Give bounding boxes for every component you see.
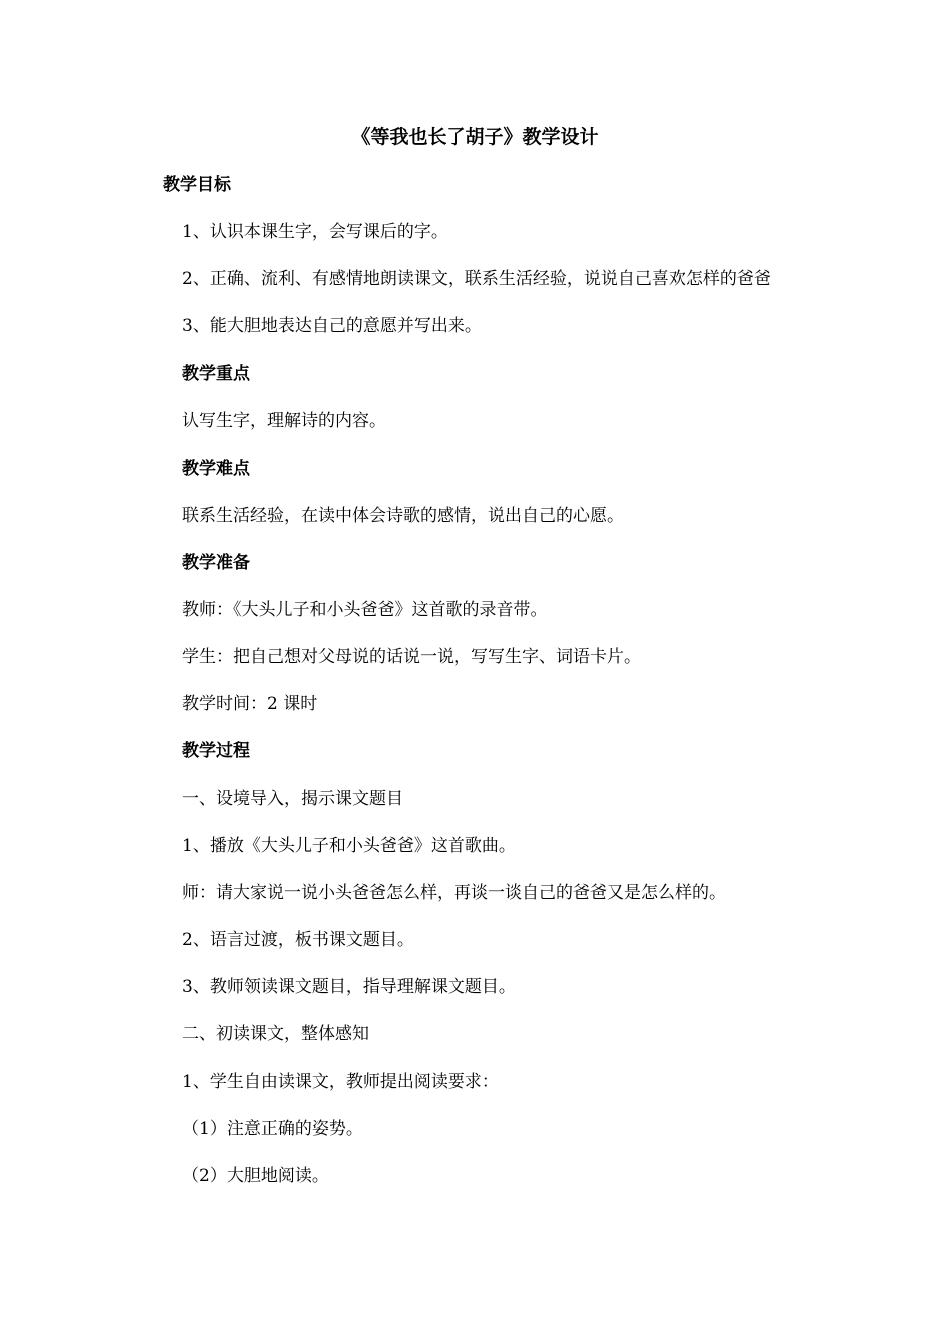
preparation-item: 学生：把自己想对父母说的话说一说，写写生字、词语卡片。 (182, 647, 641, 667)
preparation-item: 教师：《大头儿子和小头爸爸》这首歌的录音带。 (182, 600, 548, 620)
process-item: 师：请大家说一说小头爸爸怎么样，再谈一谈自己的爸爸又是怎么样的。 (182, 883, 726, 903)
key-points-text: 认写生字，理解诗的内容。 (182, 411, 386, 431)
heading-key-points: 教学重点 (182, 364, 250, 384)
goal-item: 1、认识本课生字，会写课后的字。 (182, 222, 448, 242)
heading-preparation: 教学准备 (182, 553, 250, 573)
difficulties-text: 联系生活经验，在读中体会诗歌的感情，说出自己的心愿。 (182, 506, 624, 526)
process-item: （2）大胆地阅读。 (182, 1166, 329, 1186)
document-title: 《等我也长了胡子》教学设计 (351, 126, 599, 148)
process-item: （1）注意正确的姿势。 (182, 1119, 363, 1139)
heading-difficulties: 教学难点 (182, 459, 250, 479)
process-item: 2、语言过渡，板书课文题目。 (182, 930, 414, 950)
process-item: 3、教师领读课文题目，指导理解课文题目。 (182, 977, 516, 997)
goal-item: 2、正确、流利、有感情地朗读课文，联系生活经验，说说自己喜欢怎样的爸爸 (182, 269, 771, 289)
teaching-time: 教学时间：2 课时 (182, 694, 318, 714)
process-item: 一、设境导入，揭示课文题目 (182, 789, 403, 809)
process-item: 1、播放《大头儿子和小头爸爸》这首歌曲。 (182, 836, 516, 856)
heading-goals: 教学目标 (163, 175, 231, 195)
goal-item: 3、能大胆地表达自己的意愿并写出来。 (182, 316, 482, 336)
process-item: 二、初读课文，整体感知 (182, 1024, 369, 1044)
heading-process: 教学过程 (182, 741, 250, 761)
process-item: 1、学生自由读课文，教师提出阅读要求： (182, 1072, 499, 1092)
